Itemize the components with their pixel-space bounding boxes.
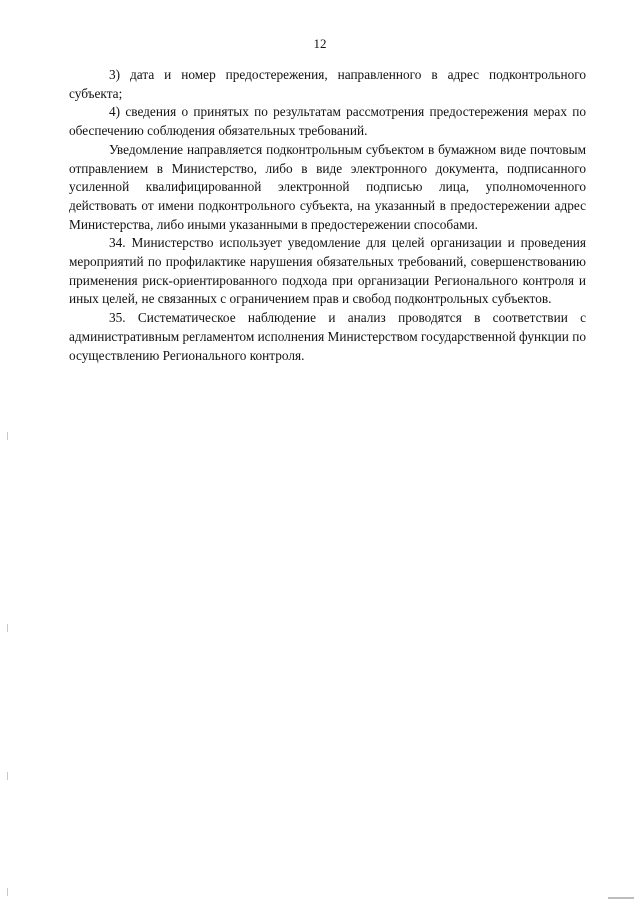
paragraph-item-4: 4) сведения о принятых по результатам рассмотрения предостережения мерах по обеспечению соблюдения обязательных требований. (69, 104, 586, 139)
scan-edge-mark (7, 432, 8, 440)
paragraph-34: 34. Министерство использует уведомление для целей организации и проведения мероприятий по профилактике нарушения обязательных требований, совершенствованию применения риск-ориентированного подхода при организации Регионального контроля и иных целей, не связанных с ограничением прав и свобод подконтрольных субъектов. (69, 235, 586, 307)
scan-edge-mark (7, 888, 8, 896)
document-body (69, 66, 586, 365)
scan-corner-mark (608, 897, 634, 899)
page-number: 12 (313, 36, 327, 51)
scan-edge-mark (7, 772, 8, 780)
paragraph-notification-delivery: Уведомление направляется подконтрольным субъектом в бумажном виде почтовым отправлением в Министерство, либо в виде электронного документа, подписанного усиленной квалифицированной электронной подписью лица, уполномоченного действовать от имени подконтрольного субъекта, на указанный в предостережении адрес Министерства, либо иными указанными в предостережении способами. (69, 141, 586, 232)
paragraph-item-3: 3) дата и номер предостережения, направленного в адрес подконтрольного субъекта; (69, 67, 586, 101)
paragraph-35: 35. Систематическое наблюдение и анализ проводятся в соответствии с административным регламентом исполнения Министерством государственной функции по осуществлению Регионального контроля. (69, 310, 587, 363)
scan-edge-mark (7, 624, 8, 632)
